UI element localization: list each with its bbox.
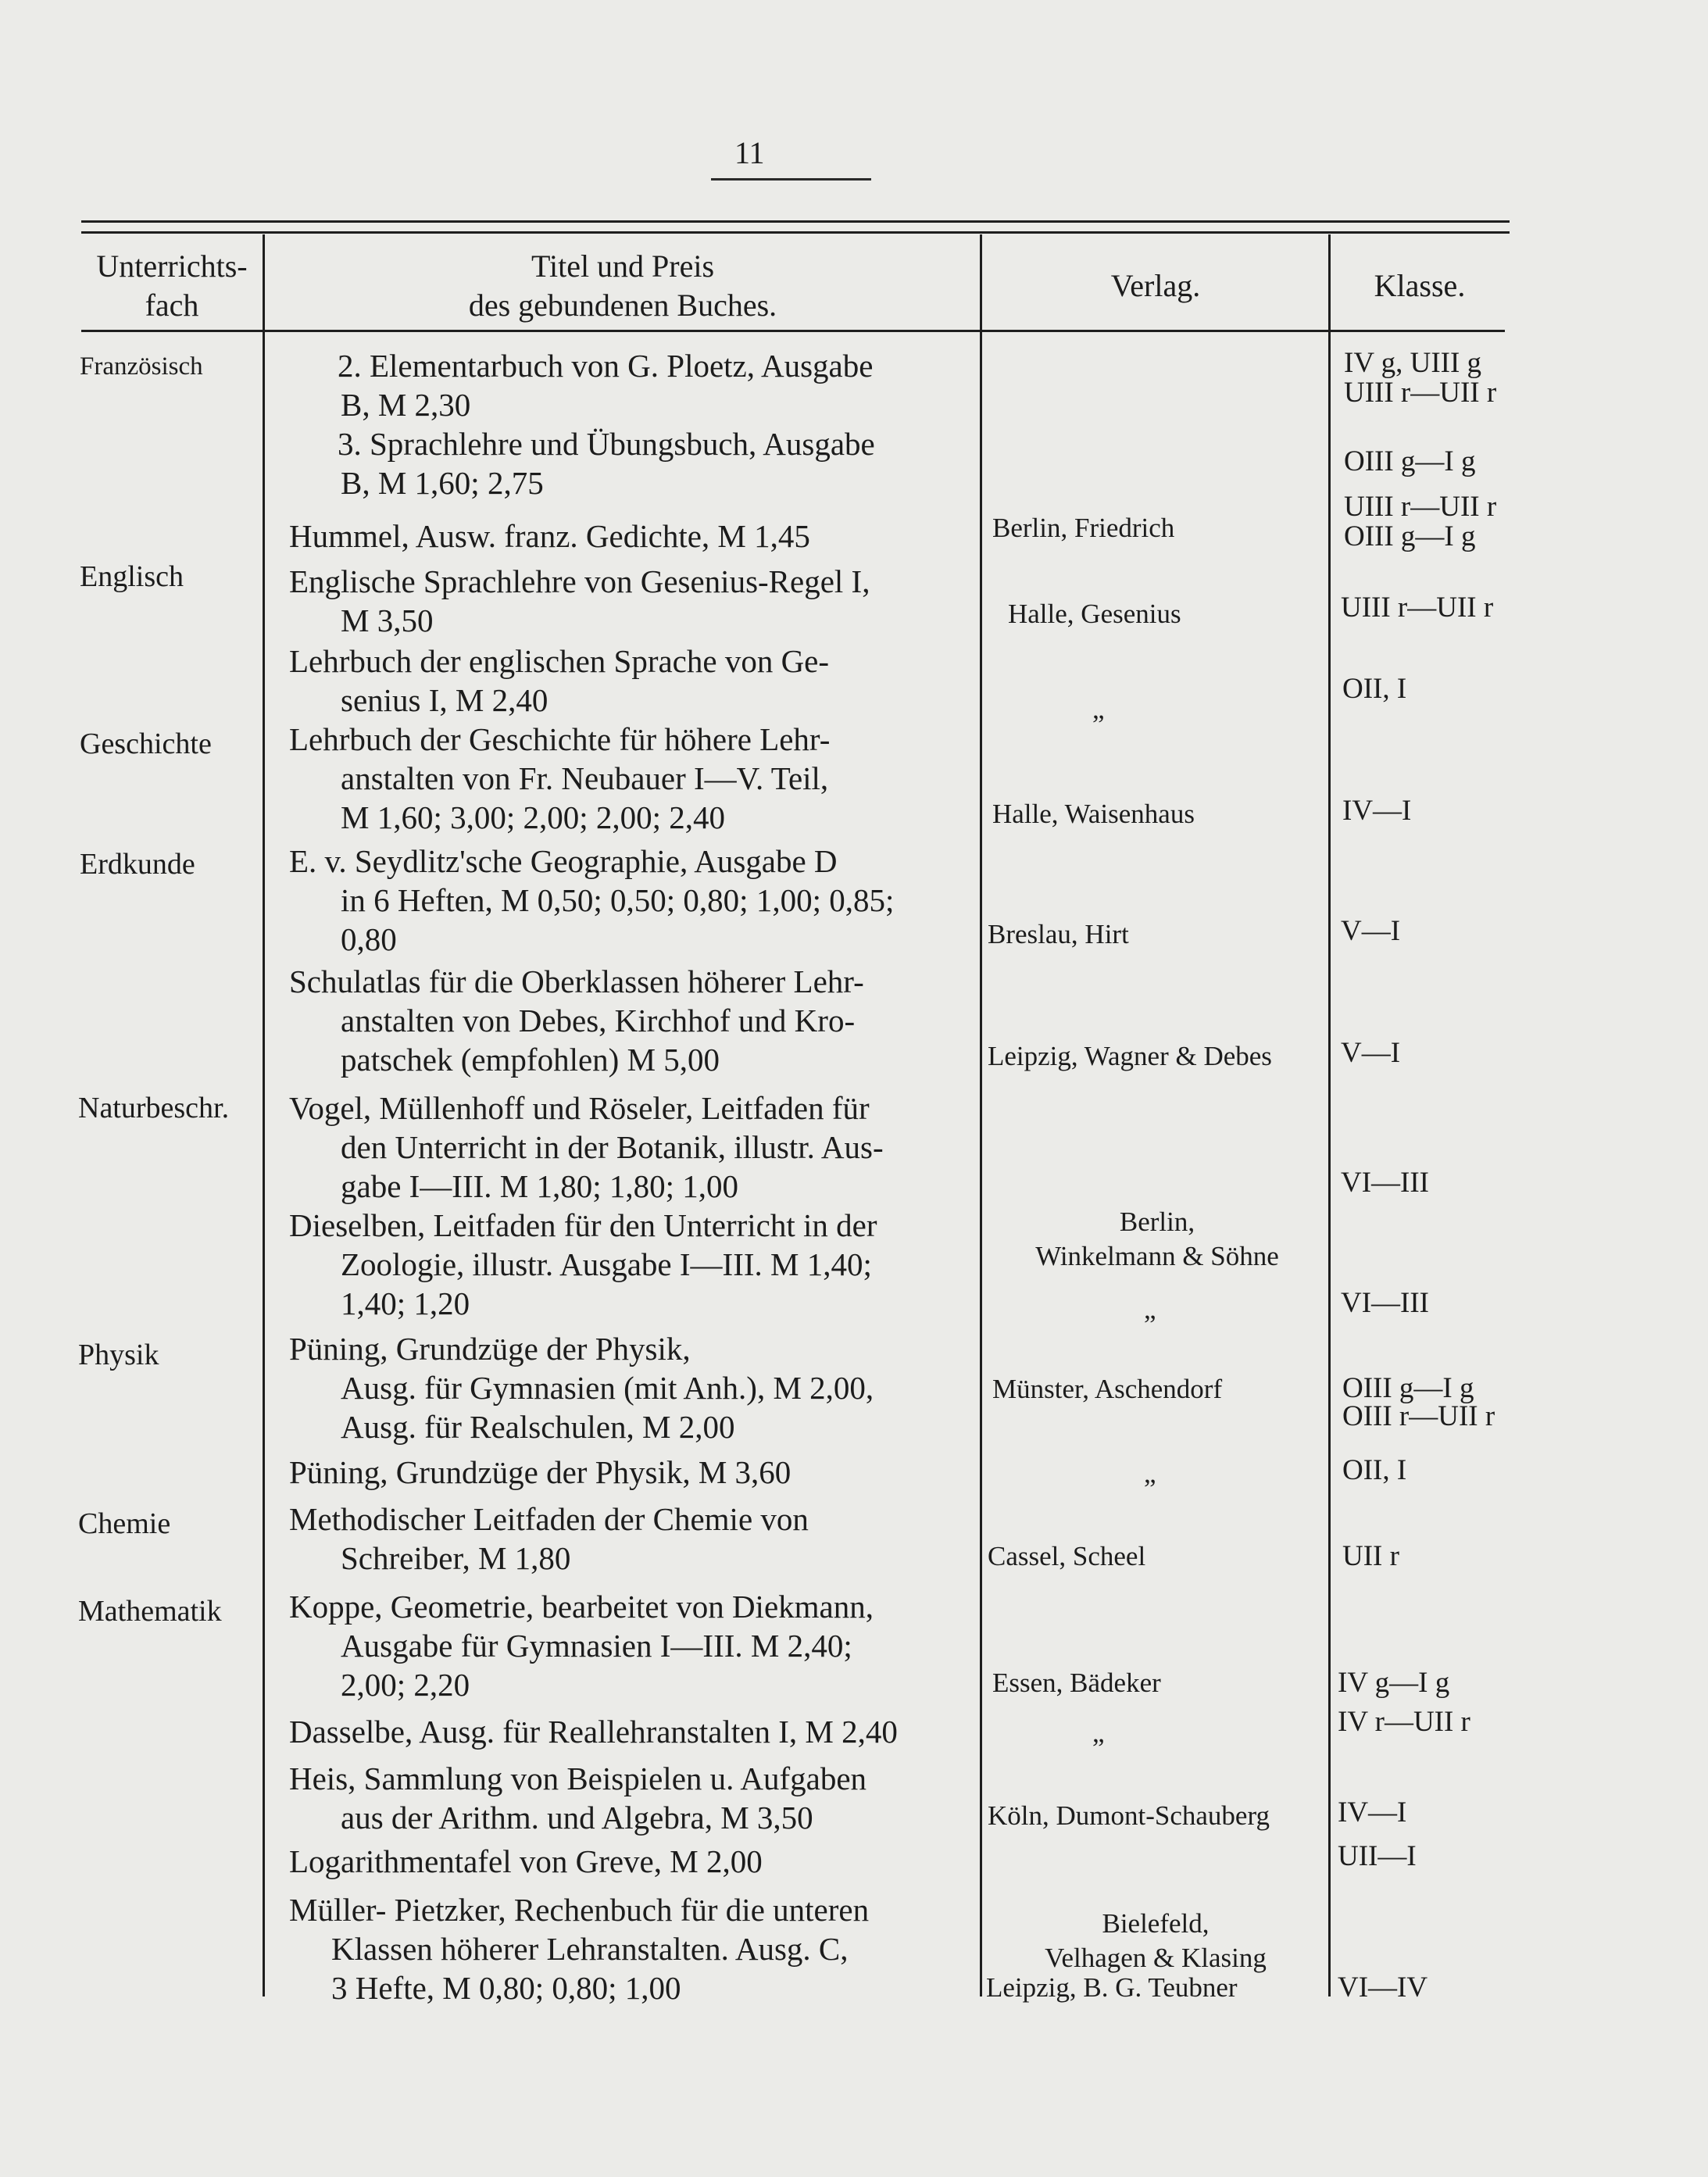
class-cell: UIII r—UII r [1344, 491, 1497, 523]
title-line: Ausg. für Gymnasien (mit Anh.), M 2,00, [341, 1370, 874, 1406]
title-line: Zoologie, illustr. Ausgabe I—III. M 1,40; [341, 1246, 872, 1282]
title-line: Heis, Sammlung von Beispielen u. Aufgaben [289, 1761, 867, 1796]
publisher-cell: Leipzig, Wagner & Debes [988, 1041, 1272, 1071]
class-cell: V—I [1341, 915, 1401, 947]
class-cell: IV g, UIII g [1344, 347, 1482, 379]
publisher-ditto: „ [1092, 694, 1105, 724]
title-line: 2,00; 2,20 [341, 1667, 470, 1703]
title-line: Logarithmentafel von Greve, M 2,00 [289, 1843, 763, 1879]
title-line: Ausg. für Realschulen, M 2,00 [341, 1409, 735, 1445]
subject-cell: Französisch [80, 352, 203, 381]
publisher-cell: Breslau, Hirt [988, 919, 1129, 949]
title-line: Schreiber, M 1,80 [341, 1540, 571, 1576]
subject-cell: Naturbeschr. [78, 1092, 230, 1124]
class-cell: IV r—UII r [1338, 1706, 1470, 1738]
column-header-publisher: Verlag. [1110, 268, 1201, 303]
class-cell: V—I [1341, 1037, 1401, 1069]
class-cell: UIII r—UII r [1341, 592, 1494, 624]
publisher-cell: Berlin, Winkelmann & Söhne [1035, 1206, 1279, 1271]
column-divider-publisher [1328, 234, 1331, 1996]
title-line: patschek (empfohlen) M 5,00 [341, 1042, 720, 1078]
title-line: B, M 2,30 [341, 387, 471, 423]
class-cell: IV g—I g [1338, 1667, 1450, 1699]
column-divider-subject [263, 234, 265, 1996]
title-line: B, M 1,60; 2,75 [341, 465, 544, 501]
title-line: 3. Sprachlehre und Übungsbuch, Ausgabe [338, 426, 875, 462]
title-line: Englische Sprachlehre von Gesenius-Regel I, [289, 563, 870, 599]
title-line: Püning, Grundzüge der Physik, M 3,60 [289, 1454, 791, 1490]
class-cell: IV—I [1342, 795, 1412, 827]
publisher-cell: Berlin, Friedrich [992, 513, 1175, 543]
title-line: E. v. Seydlitz'sche Geographie, Ausgabe D [289, 843, 838, 879]
title-line: Methodischer Leitfaden der Chemie von [289, 1501, 809, 1537]
class-cell: OII, I [1342, 673, 1407, 705]
class-cell: OIII g—I g [1344, 445, 1476, 477]
title-line: Schulatlas für die Oberklassen höherer Lehr- [289, 963, 864, 999]
class-cell: VI—IV [1338, 1971, 1428, 2004]
class-cell: IV—I [1338, 1796, 1407, 1828]
class-cell: VI—III [1341, 1167, 1430, 1199]
title-line: 2. Elementarbuch von G. Ploetz, Ausgabe [338, 348, 874, 384]
column-header-subject: Unterrichts- fach [96, 248, 248, 323]
title-line: Vogel, Müllenhoff und Röseler, Leitfaden für [289, 1090, 870, 1126]
publisher-cell: Köln, Dumont-Schauberg [988, 1800, 1270, 1831]
class-cell: OIII g—I g [1344, 520, 1476, 552]
title-line: senius I, M 2,40 [341, 682, 548, 718]
class-cell: VI—III [1341, 1287, 1430, 1319]
title-line: M 1,60; 3,00; 2,00; 2,00; 2,40 [341, 799, 726, 835]
title-line: Ausgabe für Gymnasien I—III. M 2,40; [341, 1628, 852, 1664]
title-line: den Unterricht in der Botanik, illustr. Aus- [341, 1129, 884, 1165]
title-line: Müller- Pietzker, Rechenbuch für die unteren [289, 1892, 870, 1928]
header-rule [263, 330, 1505, 332]
title-line: Klassen höherer Lehranstalten. Ausg. C, [331, 1931, 849, 1967]
publisher-ditto: „ [1144, 1458, 1156, 1489]
publisher-ditto: „ [1092, 1718, 1105, 1748]
title-line: Lehrbuch der englischen Sprache von Ge- [289, 643, 830, 679]
class-cell: UII—I [1338, 1840, 1417, 1872]
publisher-cell: Münster, Aschendorf [992, 1374, 1223, 1404]
table-top-rule [81, 220, 1510, 223]
class-cell: UIII r—UII r [1344, 377, 1497, 409]
publisher-cell: Leipzig, B. G. Teubner [986, 1972, 1238, 2003]
title-line: M 3,50 [341, 602, 434, 638]
class-cell: OII, I [1342, 1454, 1407, 1486]
column-header-title: Titel und Preis des gebundenen Buches. [468, 248, 777, 323]
subject-cell: Englisch [80, 560, 184, 593]
title-line: anstalten von Debes, Kirchhof und Kro- [341, 1003, 856, 1038]
subject-cell: Physik [78, 1339, 159, 1371]
subject-cell: Geschichte [80, 727, 212, 760]
class-cell: OIII g—I g [1342, 1372, 1474, 1404]
publisher-cell: Cassel, Scheel [988, 1541, 1146, 1571]
title-line: 3 Hefte, M 0,80; 0,80; 1,00 [331, 1970, 681, 2006]
publisher-cell: Halle, Gesenius [1008, 599, 1181, 629]
publisher-ditto: „ [1144, 1294, 1156, 1324]
title-line: Dasselbe, Ausg. für Reallehranstalten I, M 2,40 [289, 1714, 898, 1750]
table-top-rule-inner [81, 231, 1510, 234]
subject-cell: Chemie [78, 1507, 171, 1540]
column-header-class: Klasse. [1374, 268, 1466, 303]
title-line: aus der Arithm. und Algebra, M 3,50 [341, 1800, 813, 1836]
page-number: 11 [734, 135, 765, 170]
publisher-cell: Essen, Bädeker [992, 1668, 1161, 1698]
page-number-rule [711, 178, 871, 181]
title-line: Koppe, Geometrie, bearbeitet von Diekmann, [289, 1589, 874, 1625]
class-cell: OIII r—UII r [1342, 1400, 1495, 1432]
title-line: 1,40; 1,20 [341, 1285, 470, 1321]
title-line: 0,80 [341, 921, 397, 957]
title-line: anstalten von Fr. Neubauer I—V. Teil, [341, 760, 829, 796]
title-line: Hummel, Ausw. franz. Gedichte, M 1,45 [289, 518, 810, 554]
subject-cell: Mathematik [78, 1595, 222, 1628]
publisher-cell: Halle, Waisenhaus [992, 799, 1195, 829]
publisher-cell: Bielefeld, Velhagen & Klasing [1045, 1908, 1267, 1973]
title-line: Dieselben, Leitfaden für den Unterricht in der [289, 1207, 877, 1243]
title-line: in 6 Heften, M 0,50; 0,50; 0,80; 1,00; 0,85; [341, 882, 895, 918]
title-line: gabe I—III. M 1,80; 1,80; 1,00 [341, 1168, 738, 1204]
subject-cell: Erdkunde [80, 848, 195, 881]
class-cell: UII r [1342, 1540, 1399, 1572]
title-line: Püning, Grundzüge der Physik, [289, 1331, 691, 1367]
column-divider-title [980, 234, 982, 1996]
title-line: Lehrbuch der Geschichte für höhere Lehr- [289, 721, 831, 757]
